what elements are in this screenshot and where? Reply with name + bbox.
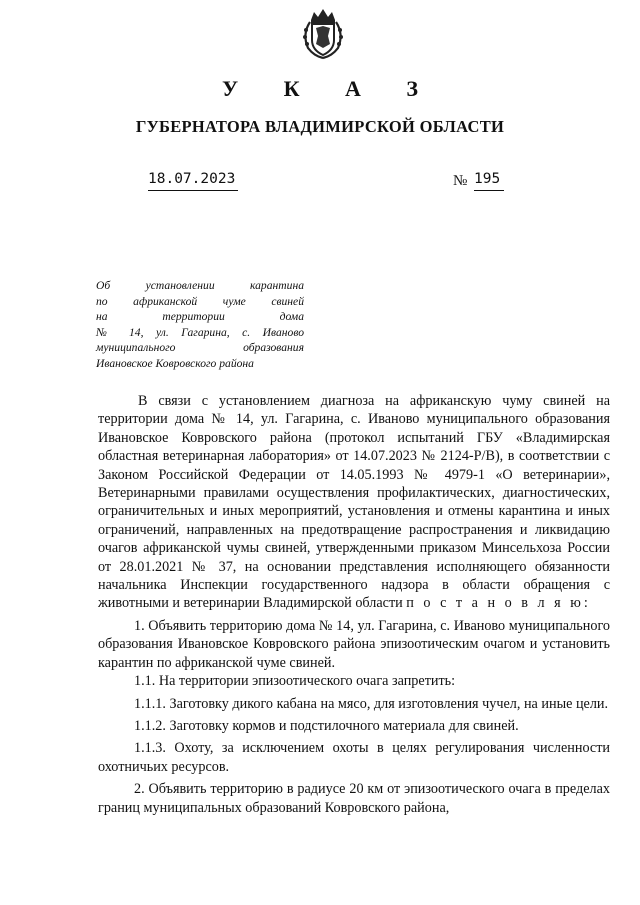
subject-line: муниципального образования	[96, 341, 304, 355]
item-paragraph: 2. Объявить территорию в радиусе 20 км от эпизоотического очага в пределах границ муниципальных образований Ковровского района,	[98, 781, 610, 816]
issuer-title: ГУБЕРНАТОРА ВЛАДИМИРСКОЙ ОБЛАСТИ	[135, 117, 505, 136]
subject-line: Об установлении карантина	[96, 279, 304, 292]
item-paragraph: 1.1.3. Охоту, за исключением охоты в целях регулирования численности охотничьих ресурсов.	[98, 740, 610, 775]
document-date: 18.07.2023	[148, 171, 238, 191]
decree-word: п о с т а н о в л я ю:	[406, 595, 591, 612]
document-title: У К А З	[221, 76, 439, 101]
item-paragraph: 1. Объявить территорию дома № 14, ул. Гагарина, с. Иваново муниципального образования Ивановское Ковровского района эпизоотическим очагом и установить карантин по африканской чуме свиней.	[98, 617, 610, 671]
subject-line: № 14, ул. Гагарина, с. Иваново	[96, 325, 304, 339]
subject-line: по африканской чуме свиней	[96, 294, 304, 308]
subject-line: на территории дома	[96, 310, 304, 324]
item-paragraph: 1.1. На территории эпизоотического очага запретить:	[134, 673, 456, 690]
preamble-paragraph	[98, 392, 610, 613]
number-sign: №	[453, 173, 468, 189]
preamble-text: В связи с установлением диагноза на африканскую чуму свиней на территории дома № 14, ул. Гагарина, с. Иваново муниципального образования Ивановское Ковровского района (протокол испытаний ГБУ «Владимирская областная ветеринарная лаборатория» от 14.07.2023 № 2124-Р/В), в соответствии с Законом Российской Федерации от 14.05.1993 № 4979-1 «О ветеринарии», Ветеринарными правилами осуществления профилактических, диагностических, ограничительных и иных мероприятий, установления и отмены карантина и иных ограничений, направленных на предотвращение распространения и ликвидацию очагов африканской чумы свиней, утвержденными приказом Минсельхоза России от 28.01.2021 № 37, на основании представления исполняющего обязанности начальника Инспекции государственного надзора в области обращения с животными и ветеринарии Владимирской области	[98, 393, 610, 612]
coat-of-arms-icon	[296, 6, 350, 60]
subject-line: Ивановское Ковровского района	[96, 356, 254, 370]
document-number: 195	[474, 171, 504, 191]
item-paragraph: 1.1.2. Заготовку кормов и подстилочного материала для свиней.	[134, 717, 519, 734]
document-body	[98, 392, 610, 817]
subject-block	[96, 278, 304, 372]
item-paragraph: 1.1.1. Заготовку дикого кабана на мясо, для изготовления чучел, на иные цели.	[134, 695, 609, 712]
